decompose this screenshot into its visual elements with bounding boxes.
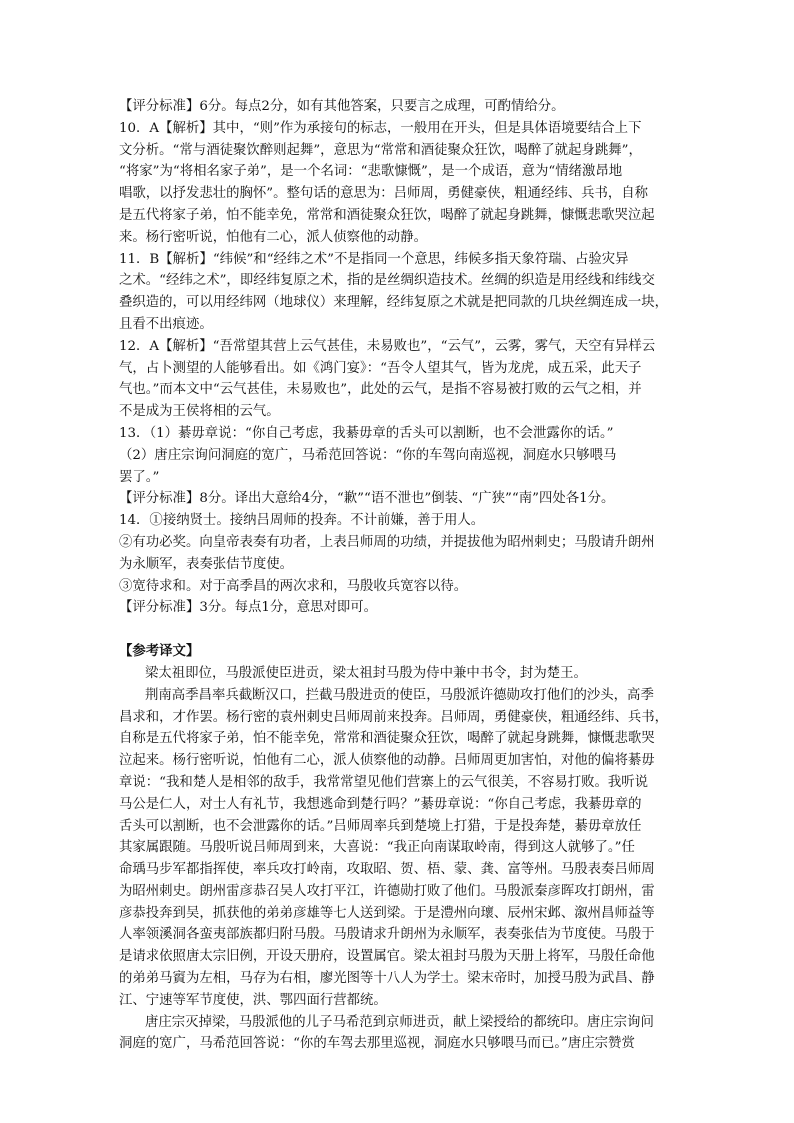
translation-line: 江、宁速等军节度使，洪、鄂四面行营都统。 (119, 992, 387, 1008)
translation-line: 命瑀马步军都指挥使，率兵攻打岭南，攻取昭、贺、梧、蒙、龚、富等州。马殷表奏吕师周 (119, 862, 655, 878)
answer-line: “将家”为“将相名家子弟”，是一个名词：“悲歌慷慨”，是一个成语，意为“情绪激昂地 (119, 164, 623, 180)
answer-line: ③宽待求和。对于高季昌的两次求和，马殷收兵宽容以待。 (119, 578, 468, 594)
answer-line: 气也。”而本文中“云气甚佳，未易败也”，此处的云气，是指不容易被打败的云气之相，并 (119, 382, 642, 398)
translation-line: 昌求和，才作罢。杨行密的袁州刺史吕师周前来投奔。吕师周，勇健豪侠，粗通经纬、兵书， (119, 709, 669, 725)
answer-line: 不是成为王侯将相的云气。 (119, 404, 280, 420)
translation-line: 唐庄宗灭掉梁，马殷派他的儿子马希范到京师进贡，献上梁授给的都统印。唐庄宗询问 (145, 1014, 654, 1030)
answer-line: 是五代将家子弟，怕不能幸免，常常和酒徒聚众狂饮，喝醉了就起身跳舞，慷慨悲歌哭泣起 (119, 207, 655, 223)
answer-line: 来。杨行密听说，怕他有二心，派人侦察他的动静。 (119, 229, 427, 245)
translation-line: 泣起来。杨行密听说，怕他有二心，派人侦察他的动静。吕师周更加害怕，对他的偏将綦毋 (119, 753, 655, 769)
answer-line: 13．（1）綦毋章说：“你自己考虑，我綦毋章的舌头可以割断，也不会泄露你的话。” (119, 425, 614, 441)
answer-line: 罢了。” (119, 469, 160, 485)
translation-line: 人率领溪洞各蛮夷部族都归附马殷。马殷请求升朗州为永顺军，表奏张佶为节度使。马殷于 (119, 927, 655, 943)
translation-line: 其家属跟随。马殷听说吕师周到来，大喜说：“我正向南谋取岭南，得到这人就够了。”任 (119, 840, 635, 856)
translation-line: 自称是五代将家子弟，怕不能幸免，常常和酒徒聚众狂饮，喝醉了就起身跳舞，慷慨悲歌哭 (119, 731, 655, 747)
translation-line: 舌头可以割断，也不会泄露你的话。”吕师周率兵到楚境上打猎，于是投奔楚，綦毋章放任 (119, 818, 642, 834)
answer-line: 【评分标准】6分。每点2分，如有其他答案，只要言之成理，可酌情给分。 (119, 99, 565, 114)
translation-line: 章说：“我和楚人是相邻的敌手，我常常望见他们营寨上的云气很美，不容易打败。我听说 (119, 774, 649, 790)
translation-line: 彦恭投奔到吴，抓获他的弟弟彦雄等七人送到梁。于是澧州向瓌、辰州宋邺、溆州昌师益等 (119, 905, 655, 921)
translation-heading: 【参考译文】 (119, 643, 200, 660)
document-page (119, 96, 679, 1055)
answer-line: 叠织造的，可以用经纬网（地球仪）来理解，经纬复原之术就是把同款的几块丝绸连成一块， (119, 295, 669, 311)
answer-line: 11．B【解析】“纬候”和“经纬之术”不是指同一个意思，纬候多指天象符瑞、占验灾异 (119, 251, 629, 267)
answer-section (119, 96, 679, 619)
answer-line: 文分析。“常与酒徒聚饮醉则起舞”，意思为“常常和酒徒聚众狂饮，喝醉了就起身跳舞”， (119, 142, 642, 158)
answer-line: 【评分标准】3分。每点1分，意思对即可。 (119, 600, 378, 616)
answer-line: 【评分标准】8分。译出大意给4分，“歉”“语不泄也”倒装、“广狭”“南”四处各1分。 (119, 491, 615, 507)
answer-line: 唱歌，以抒发悲壮的胸怀”。整句话的意思为：吕师周，勇健豪侠，粗通经纬、兵书，自称 (119, 186, 649, 202)
translation-line: 马公是仁人，对士人有礼节，我想逃命到楚行吗？”綦毋章说：“你自己考虑，我綦毋章的 (119, 796, 642, 812)
translation-section (119, 663, 679, 1055)
translation-line: 洞庭的宽广，马希范回答说：“你的车驾去那里巡视，洞庭水只够喂马而已。”唐庄宗赞赏 (119, 1036, 635, 1052)
translation-line: 的弟弟马賨为左相，马存为右相，廖光图等十八人为学士。梁末帝时，加授马殷为武昌、静 (119, 971, 655, 987)
answer-line: ②有功必奖。向皇帝表奏有功者，上表吕师周的功绩，并提拔他为昭州刺史；马殷请升朗州 (119, 534, 655, 550)
answer-line: 气，占卜测望的人能够看出。如《鸿门宴》：“吾令人望其气，皆为龙虎，成五采，此天子 (119, 360, 642, 376)
answer-line: 之术。“经纬之术”，即经纬复原之术，指的是丝绸织造技术。丝绸的织造是用经线和纬线交 (119, 273, 655, 289)
answer-line: 且看不出痕迹。 (119, 316, 213, 332)
answer-line: （2）唐庄宗询问洞庭的宽广，马希范回答说：“你的车驾向南巡视，洞庭水只够喂马 (119, 447, 617, 463)
translation-line: 梁太祖即位，马殷派使臣进贡，梁太祖封马殷为侍中兼中书令，封为楚王。 (145, 665, 587, 681)
translation-line: 是请求依照唐太宗旧例，开设天册府，设置属官。梁太祖封马殷为天册上将军，马殷任命他 (119, 949, 655, 965)
translation-line: 为昭州刺史。朗州雷彦恭召吴人攻打平江，许德勋打败了他们。马殷派秦彦晖攻打朗州，雷 (119, 883, 655, 899)
translation-line: 荆南高季昌率兵截断汉口，拦截马殷进贡的使臣，马殷派许德勋攻打他们的沙头，高季 (145, 687, 654, 703)
section-gap (119, 619, 679, 641)
answer-line: 为永顺军，表奏张佶节度使。 (119, 556, 294, 572)
answer-line: 14．①接纳贤士。接纳吕周师的投奔。不计前嫌，善于用人。 (119, 513, 485, 529)
answer-line: 12．A【解析】“吾常望其营上云气甚佳，未易败也”，“云气”，云雾，雾气，天空有异样云 (119, 338, 656, 354)
answer-line: 10．A【解析】其中，“则”作为承接句的标志，一般用在开头，但是具体语境要结合上下 (119, 120, 642, 136)
